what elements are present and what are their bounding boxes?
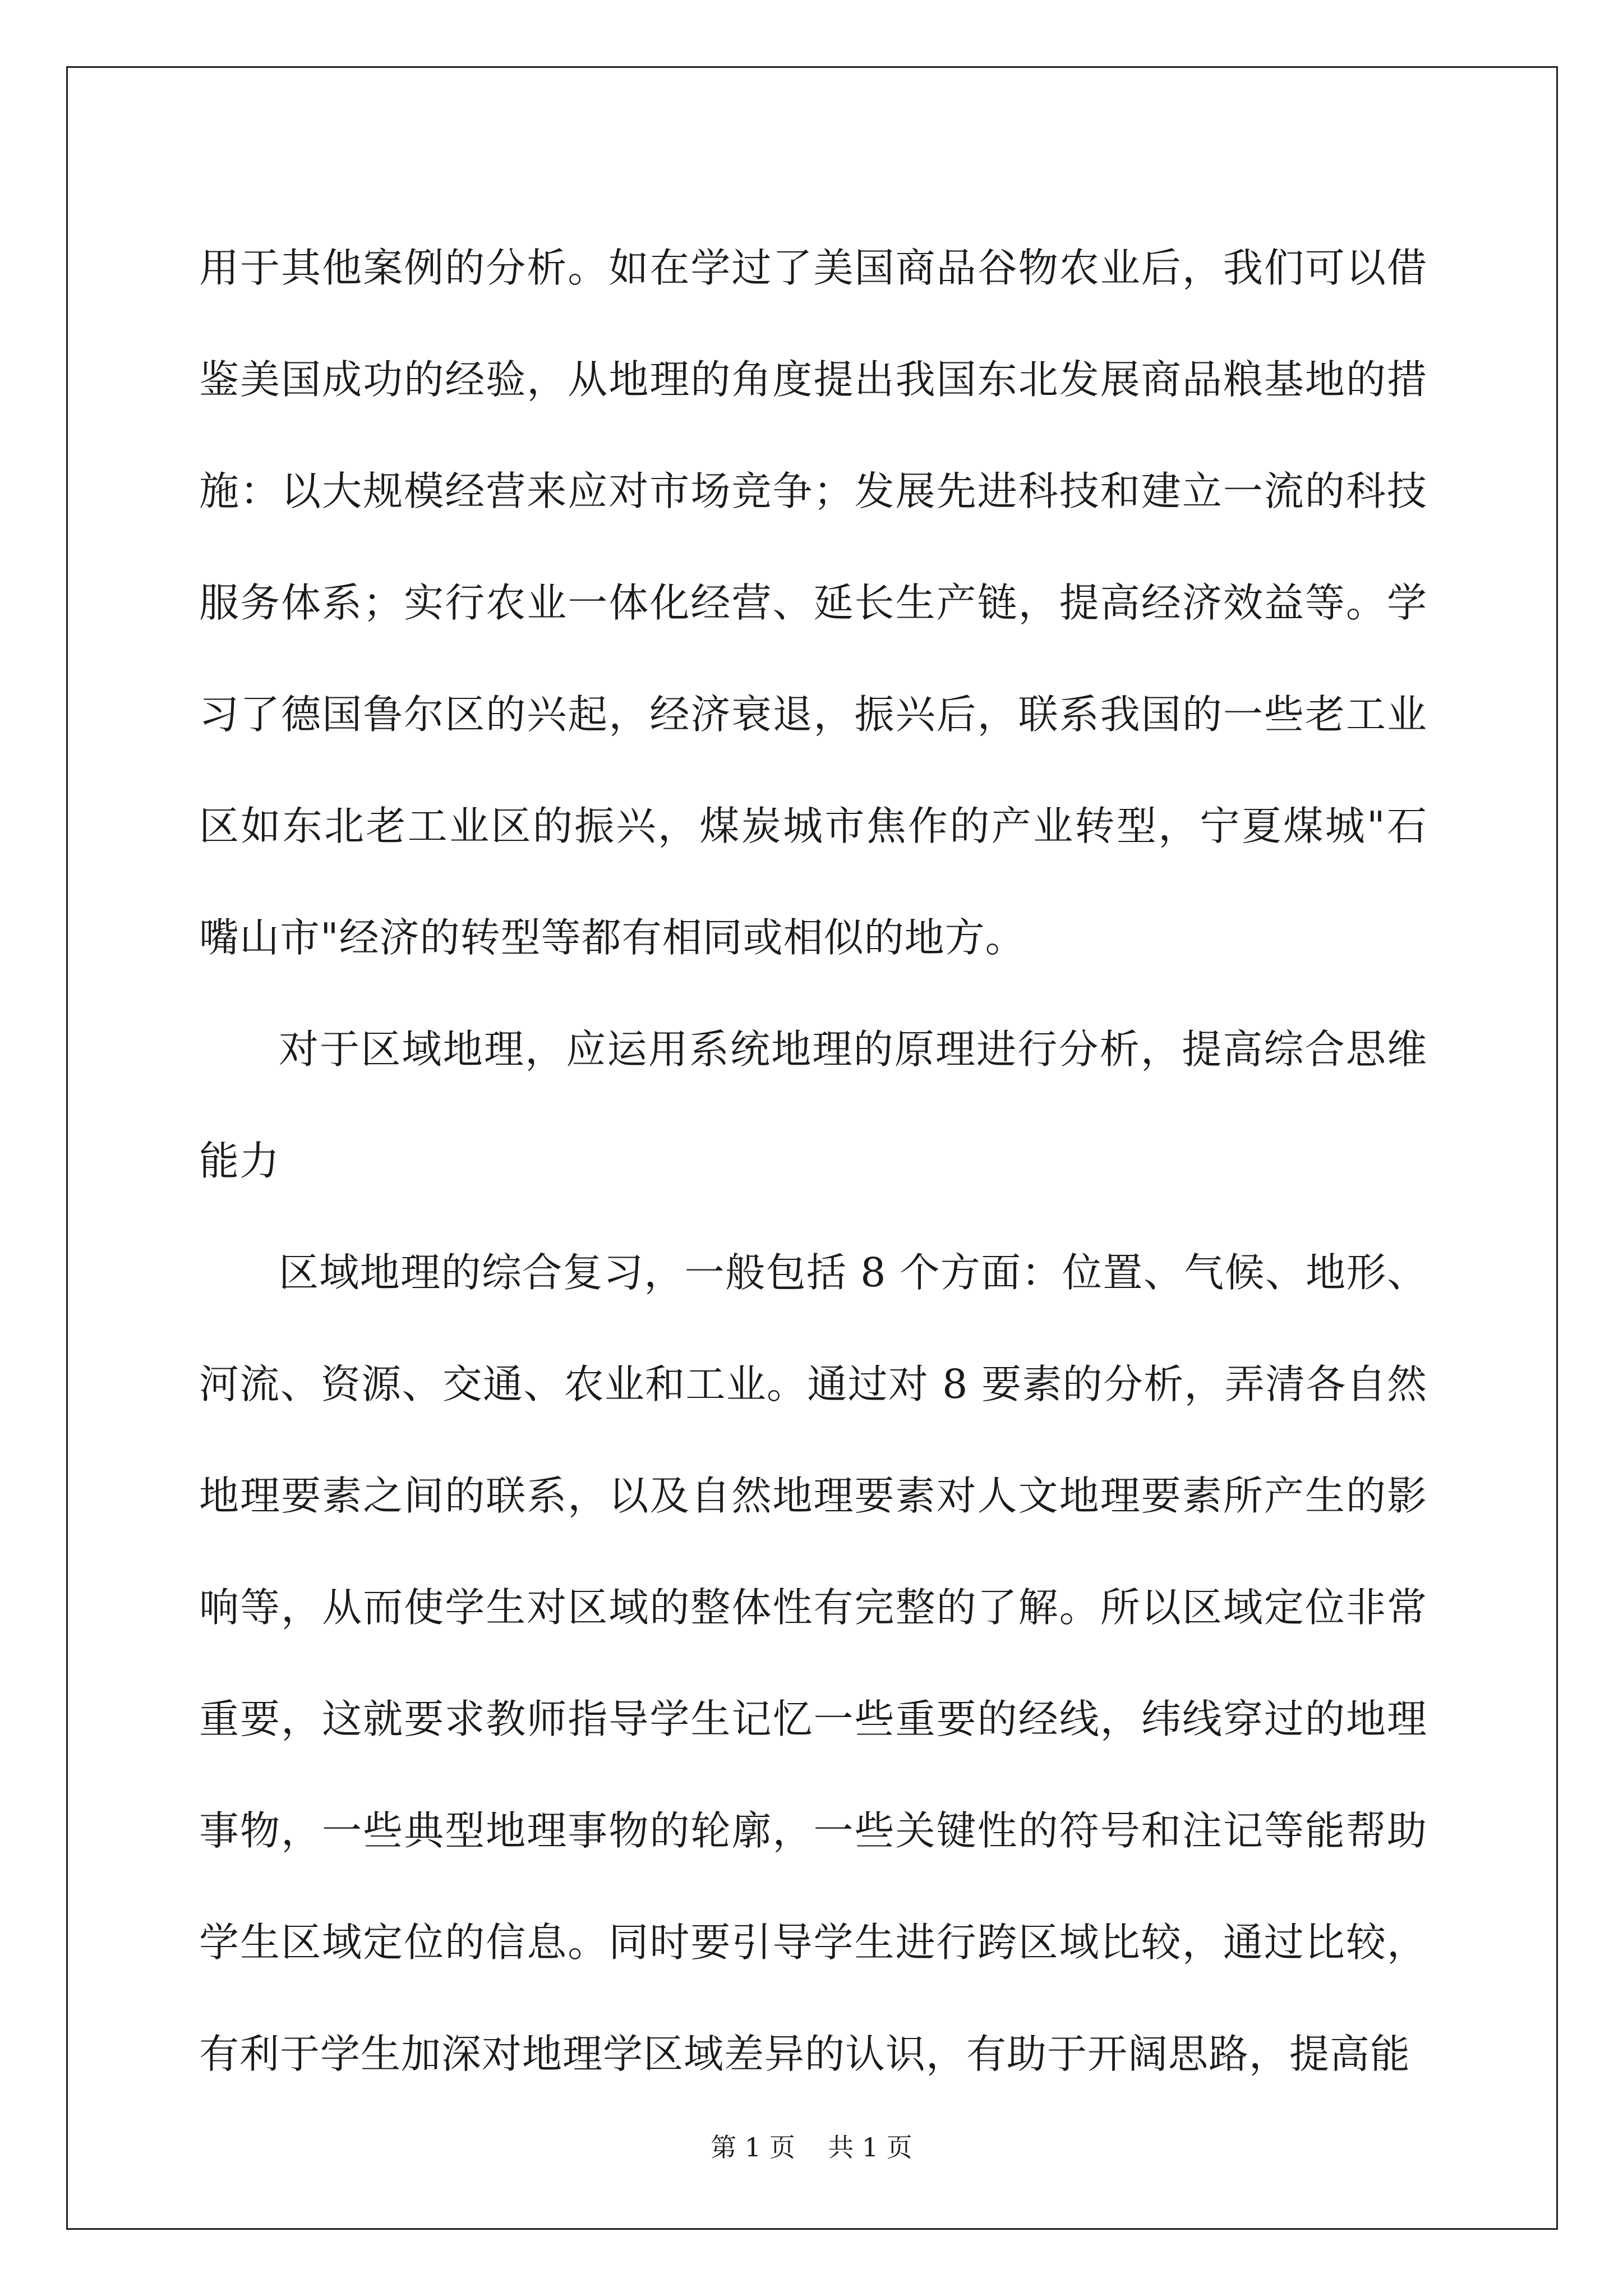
page-footer (0, 2131, 1623, 2164)
page-number: 第 1 页 (711, 2132, 795, 2162)
paragraph-regional-geography-heading: 对于区域地理，应运用系统地理的原理进行分析，提高综合思维能力 (199, 1026, 1427, 1184)
paragraph-regional-review: 区域地理的综合复习，一般包括 8 个方面：位置、气候、地形、河流、资源、交通、农业和工业。通过对 8 要素的分析，弄清各自然地理要素之间的联系，以及自然地理要素对人文地理要素所产生的影响等，从而使学生对区域的整体性有完整的了解。所以区域定位非常重要，这就要求教师指导学生记忆一些重要的经线，纬线穿过的地理事物，一些典型地理事物的轮廓，一些关键性的符号和注记等能帮助学生区域定位的信息。同时要引导学生进行跨区域比较，通过比较，有利于学生加深对地理学区域差异的认识，有助于开阔思路，提高能 (199, 1249, 1427, 2077)
paragraph-case-analysis: 用于其他案例的分析。如在学过了美国商品谷物农业后，我们可以借鉴美国成功的经验，从地理的角度提出我国东北发展商品粮基地的措施：以大规模经营来应对市场竞争；发展先进科技和建立一流的科技服务体系；实行农业一体化经营、延长生产链，提高经济效益等。学习了德国鲁尔区的兴起，经济衰退，振兴后，联系我国的一些老工业区如东北老工业区的振兴，煤炭城市焦作的产业转型，宁夏煤城"石嘴山市"经济的转型等都有相同或相似的地方。 (199, 245, 1427, 961)
document-body (199, 212, 1427, 2110)
page-total: 共 1 页 (828, 2132, 912, 2162)
footer-separator (795, 2132, 828, 2162)
